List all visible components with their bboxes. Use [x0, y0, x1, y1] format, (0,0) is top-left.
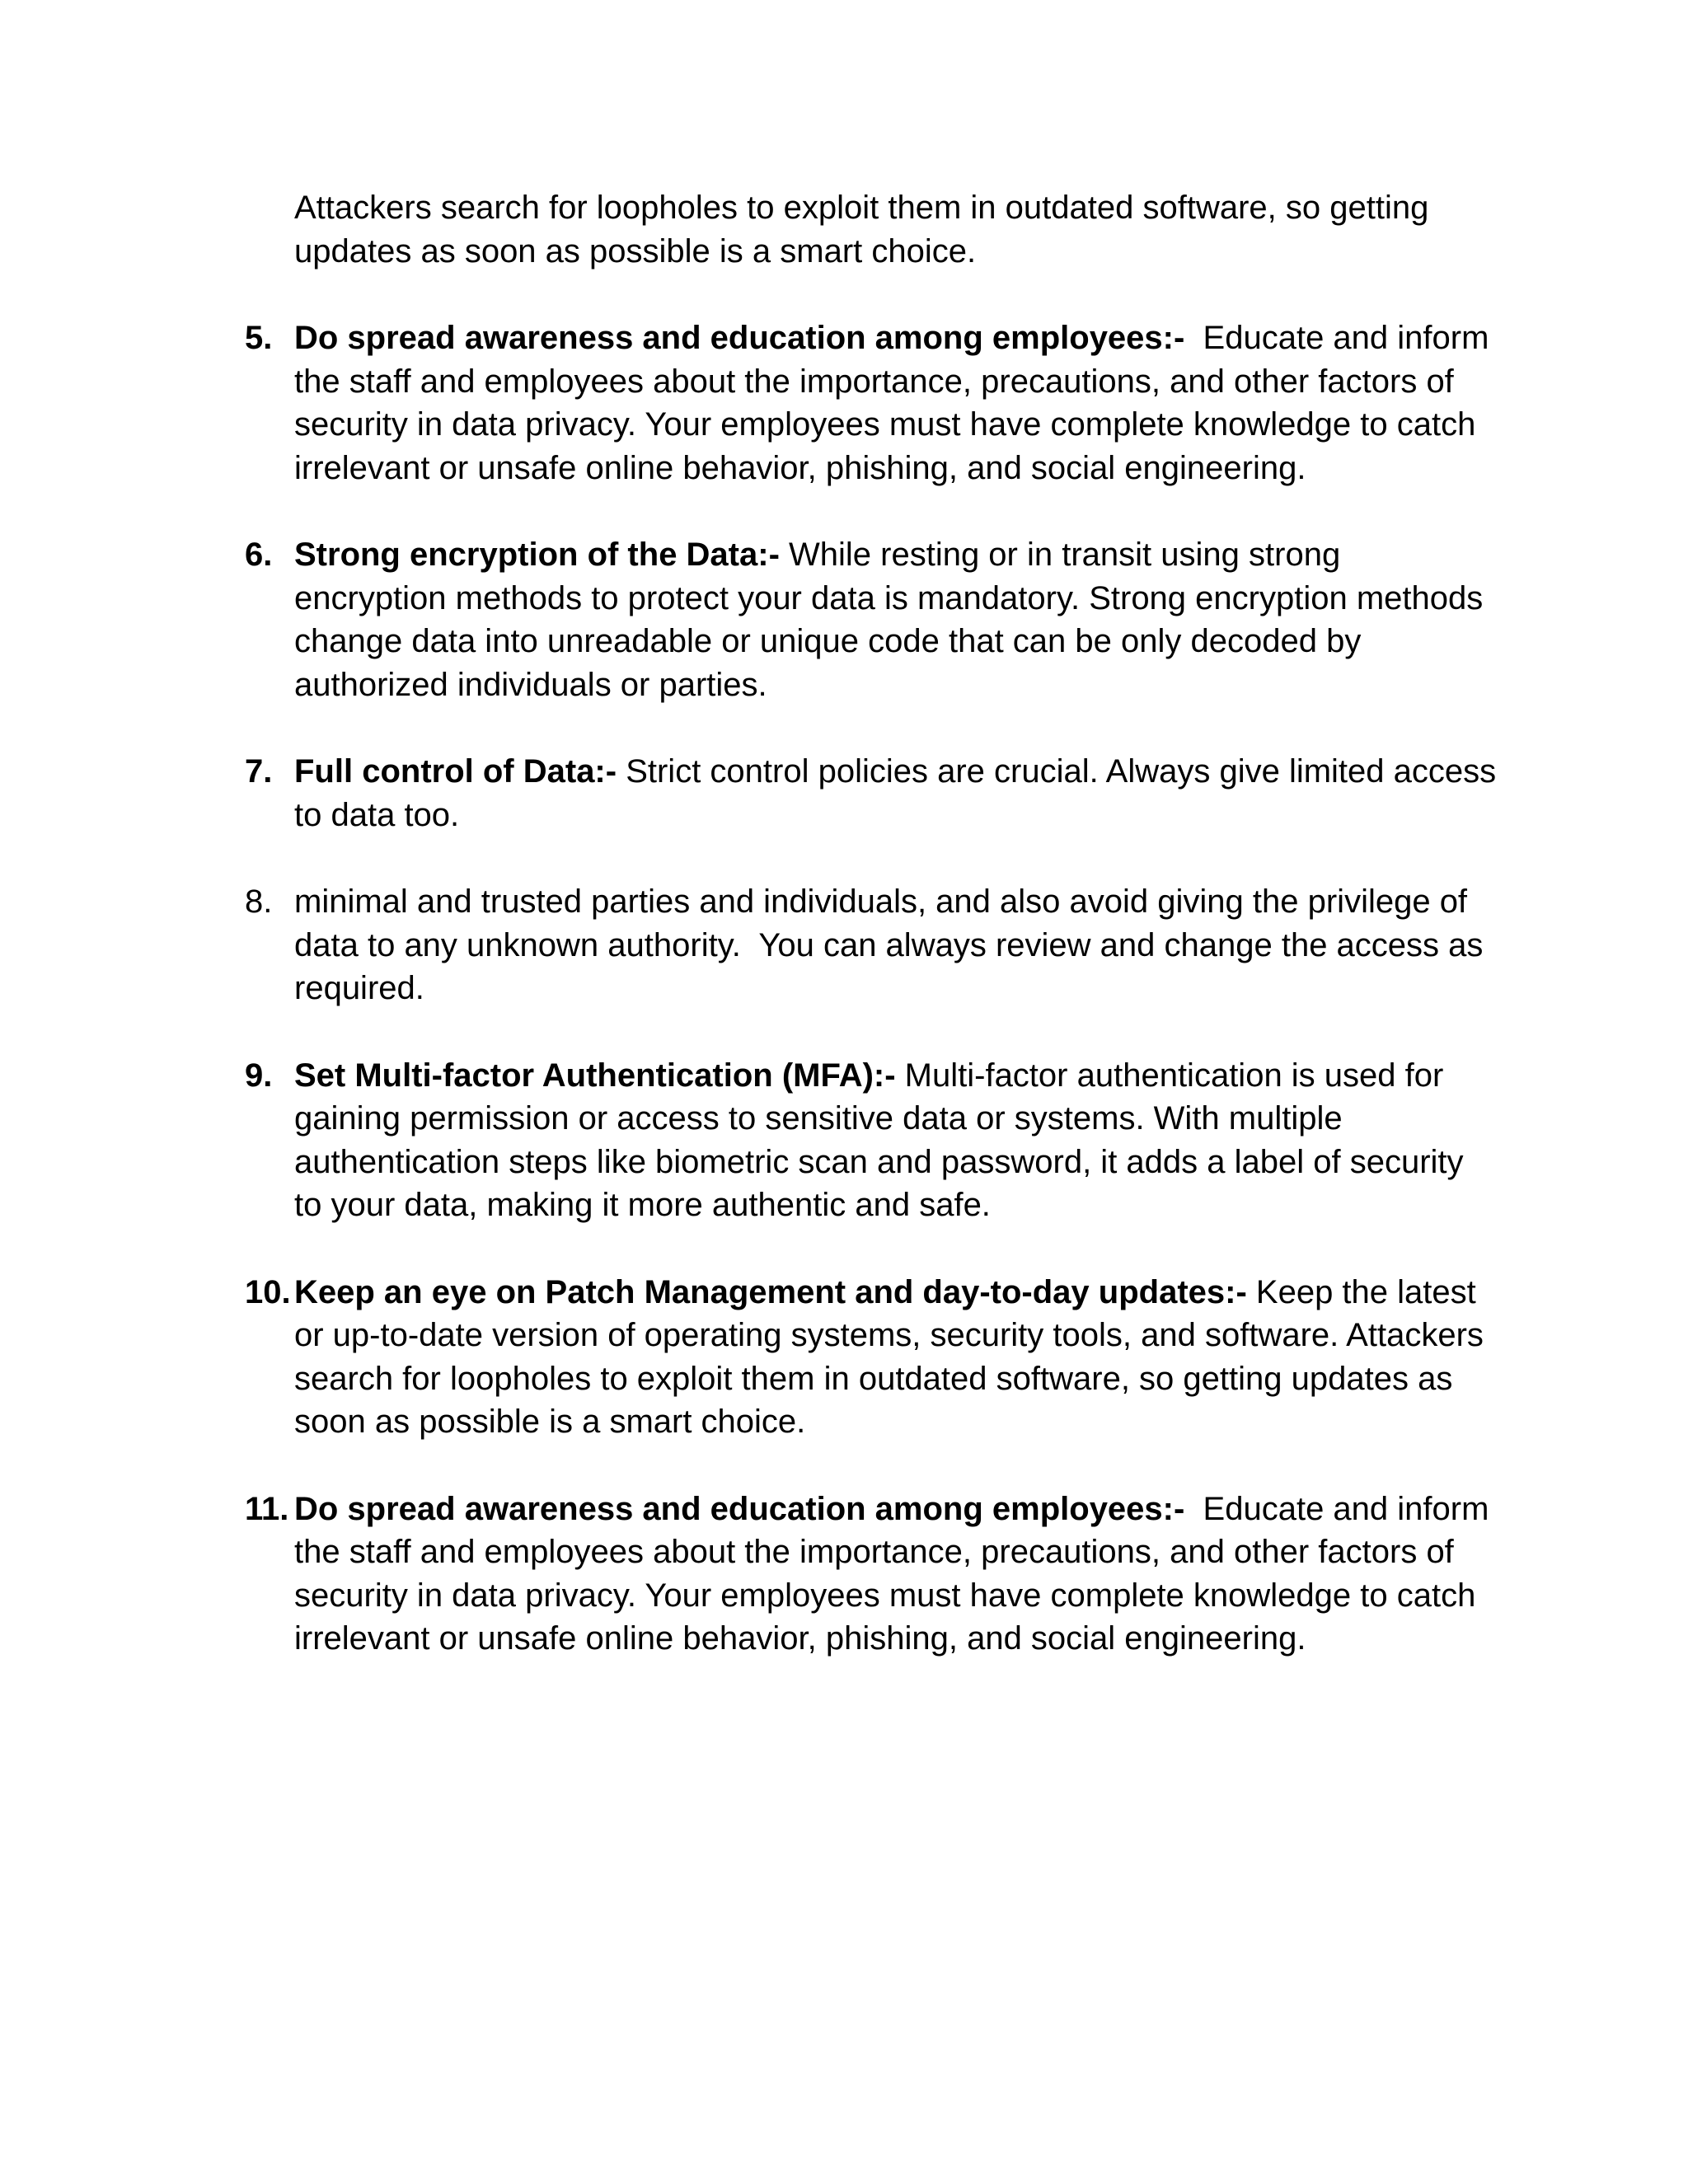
- list-item-text: minimal and trusted parties and individuals, and also avoid giving the privilege of data to any unknown authority. You can always review and change the access as required.: [294, 883, 1493, 1006]
- list-number: 11.: [245, 1490, 289, 1527]
- list-item-heading: Strong encryption of the Data:-: [294, 537, 780, 573]
- document-content: [245, 186, 1506, 1704]
- list-number: 7.: [245, 753, 273, 790]
- list-item-heading: Do spread awareness and education among employees:-: [294, 320, 1185, 356]
- list-item-9: [245, 1054, 1498, 1227]
- list-number: 5.: [245, 320, 273, 356]
- list-item-text: While resting or in transit using strong encryption methods to protect your data is mandatory. Strong encryption methods change data into unreadable or unique code that can be only decoded by authorized individuals or parties.: [294, 537, 1493, 703]
- list-item-5: [245, 316, 1498, 490]
- list-item-text: Keep the latest or up-to-date version of operating systems, security tools, and software. Attackers search for loopholes to exploit them in outdated software, so getting updates as soon as possible is a smart choice.: [294, 1273, 1493, 1440]
- list-item-8: [245, 880, 1498, 1010]
- list-number: 10.: [245, 1273, 291, 1310]
- list-item-heading: Do spread awareness and education among employees:-: [294, 1490, 1185, 1527]
- list-number: 8.: [245, 883, 273, 920]
- list-item-heading: Full control of Data:-: [294, 753, 617, 790]
- list-item-text: Educate and inform the staff and employees about the importance, precautions, and other factors of security in data privacy. Your employees must have complete knowledge to catch irrelevant or unsafe online behavior, phishing, and social engineering.: [294, 320, 1498, 486]
- list-item-6: [245, 533, 1498, 706]
- list-item-11: [245, 1488, 1498, 1661]
- list-item-heading: Set Multi-factor Authentication (MFA):-: [294, 1057, 896, 1094]
- continuation-text: Attackers search for loopholes to exploit them in outdated software, so getting updates as soon as possible is a smart choice.: [294, 190, 1429, 269]
- list-item-text: Multi-factor authentication is used for gaining permission or access to sensitive data or systems. With multiple authentication steps like biometric scan and password, it adds a label of security to your data, making it more authentic and safe.: [294, 1057, 1473, 1223]
- list-item-heading: Keep an eye on Patch Management and day-to-day updates:-: [294, 1273, 1247, 1310]
- list-item-10: [245, 1271, 1498, 1444]
- list-item-text: Educate and inform the staff and employees about the importance, precautions, and other factors of security in data privacy. Your employees must have complete knowledge to catch irrelevant or unsafe online behavior, phishing, and social engineering.: [294, 1490, 1498, 1657]
- continuation-paragraph: [245, 186, 1498, 273]
- list-item-text: Strict control policies are crucial. Always give limited access to data too.: [294, 753, 1506, 833]
- list-number: 6.: [245, 537, 273, 573]
- list-item-7: [245, 750, 1506, 837]
- list-number: 9.: [245, 1057, 273, 1094]
